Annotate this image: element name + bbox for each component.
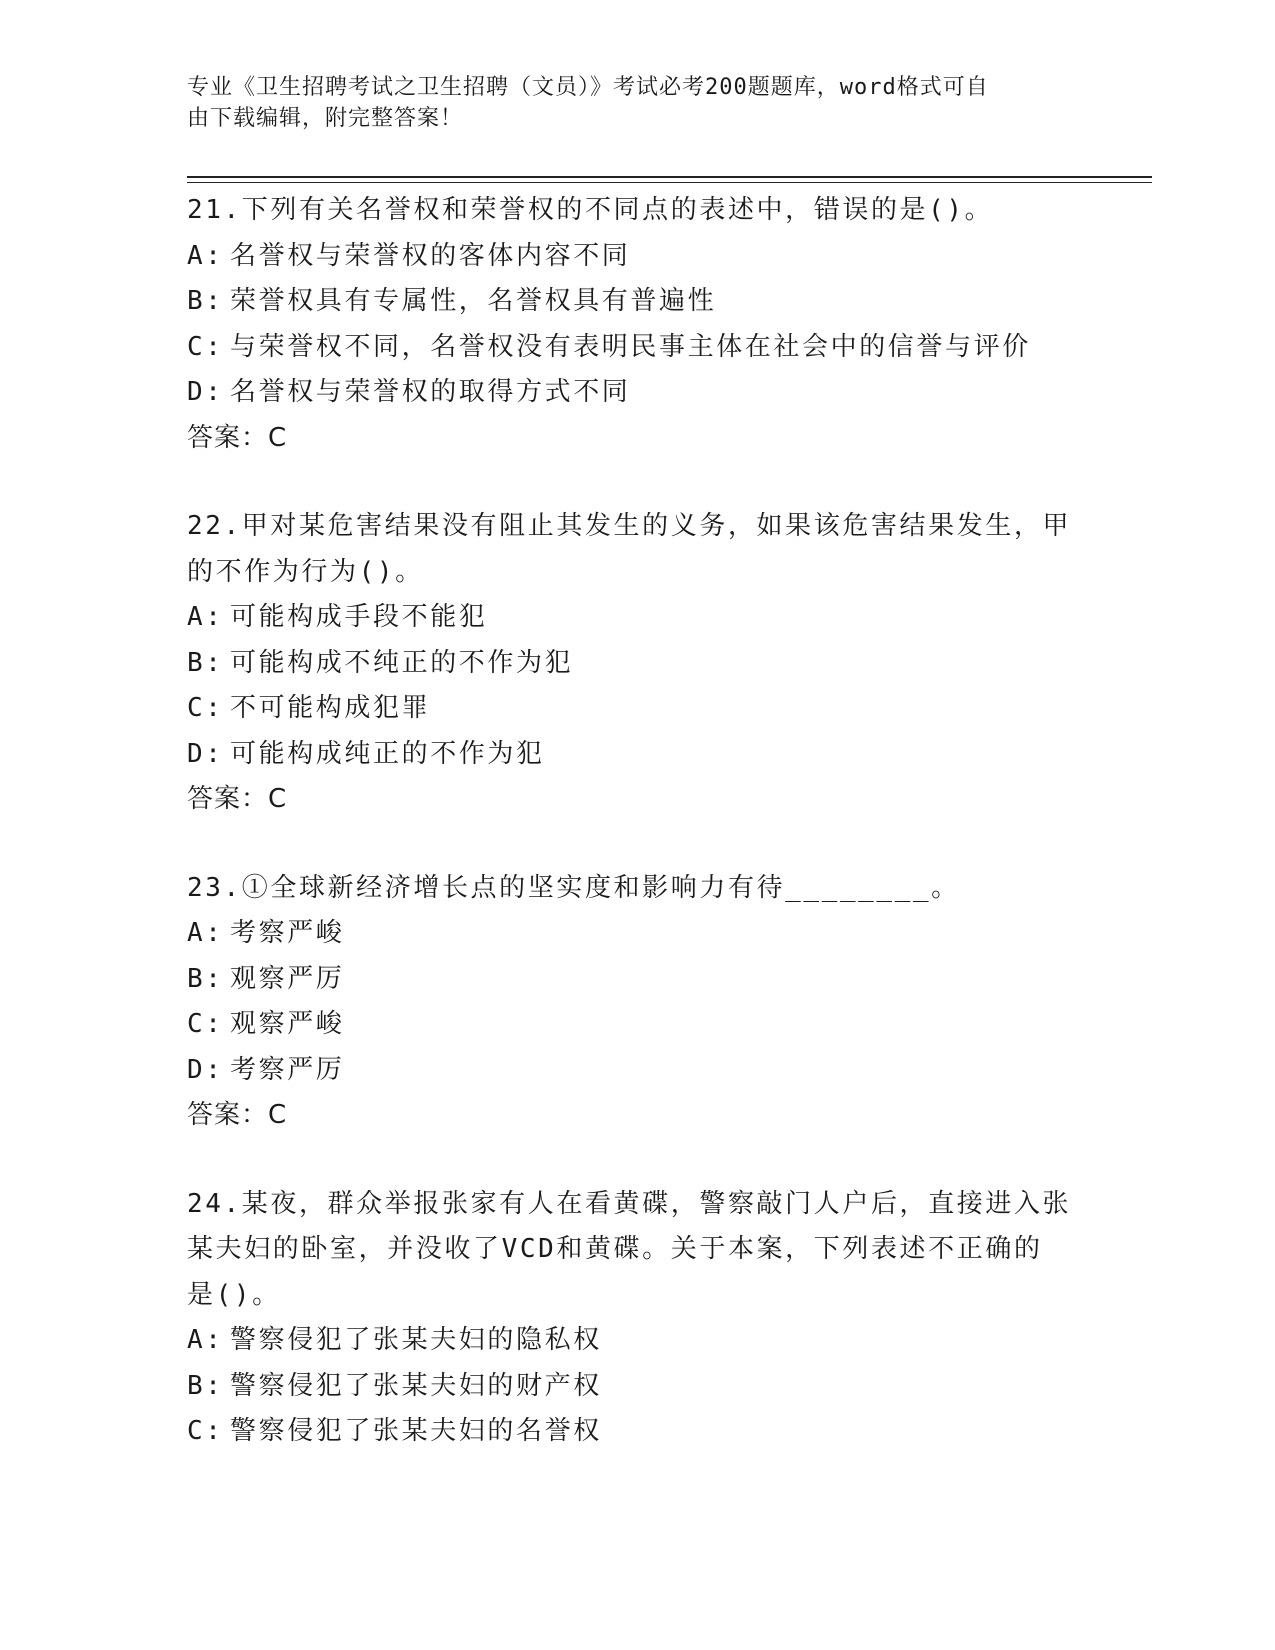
option-text: 不可能构成犯罪 — [230, 693, 431, 723]
answer-line: 答案：C — [187, 422, 288, 453]
question-24 — [187, 1182, 1087, 1455]
question-23 — [187, 866, 1087, 1139]
option-text: 名誉权与荣誉权的取得方式不同 — [230, 377, 631, 407]
option-letter: C: — [187, 693, 224, 723]
option-b — [187, 1364, 1087, 1410]
option-b — [187, 641, 1087, 687]
header-divider-thin — [187, 182, 1152, 183]
header-divider-thick — [187, 176, 1152, 178]
option-c — [187, 325, 1087, 371]
option-a — [187, 911, 1087, 957]
question-list — [187, 188, 1087, 1498]
document-header — [187, 72, 1067, 134]
option-text: 可能构成不纯正的不作为犯 — [230, 647, 574, 678]
question-stem-line-2: 某夫妇的卧室，并没收了VCD和黄碟。关于本案，下列表述不正确的 — [187, 1234, 1043, 1264]
option-text: 荣誉权具有专属性，名誉权具有普遍性 — [230, 286, 717, 316]
option-letter: C: — [187, 331, 224, 362]
option-text: 警察侵犯了张某夫妇的隐私权 — [230, 1325, 602, 1355]
question-21 — [187, 188, 1087, 461]
option-b — [187, 279, 1087, 325]
option-letter: A: — [187, 240, 224, 271]
question-stem: 21.下列有关名誉权和荣誉权的不同点的表述中，错误的是()。 — [187, 195, 994, 225]
question-stem-line-3: 是()。 — [187, 1279, 281, 1310]
option-text: 可能构成手段不能犯 — [230, 602, 488, 632]
question-stem: 23.①全球新经济增长点的坚实度和影响力有待________。 — [187, 872, 960, 903]
option-letter: A: — [187, 1325, 224, 1355]
question-stem-line-2: 的不作为行为()。 — [187, 556, 424, 587]
option-text: 观察严厉 — [230, 963, 345, 994]
option-letter: C: — [187, 1416, 224, 1446]
question-stem-line-1: 22.甲对某危害结果没有阻止其发生的义务，如果该危害结果发生，甲 — [187, 511, 1072, 541]
option-c — [187, 686, 1087, 732]
option-letter: C: — [187, 1009, 224, 1039]
option-text: 警察侵犯了张某夫妇的名誉权 — [230, 1416, 602, 1446]
option-letter: B: — [187, 1370, 224, 1401]
option-d — [187, 732, 1087, 778]
answer-line: 答案：C — [187, 1100, 288, 1130]
option-letter: B: — [187, 286, 224, 316]
option-text: 可能构成纯正的不作为犯 — [230, 738, 545, 769]
option-letter: A: — [187, 918, 224, 948]
question-22 — [187, 504, 1087, 823]
option-text: 名誉权与荣誉权的客体内容不同 — [230, 240, 631, 271]
option-text: 与荣誉权不同，名誉权没有表明民事主体在社会中的信誉与评价 — [230, 331, 1031, 362]
option-text: 考察严厉 — [230, 1054, 345, 1085]
option-a — [187, 1318, 1087, 1364]
option-letter: B: — [187, 647, 224, 678]
option-c — [187, 1002, 1087, 1048]
answer-line: 答案：C — [187, 784, 288, 814]
option-d — [187, 1048, 1087, 1094]
option-text: 考察严峻 — [230, 918, 345, 948]
option-d — [187, 370, 1087, 416]
header-line-2: 由下载编辑，附完整答案！ — [187, 106, 464, 131]
option-letter: B: — [187, 963, 224, 994]
option-text: 警察侵犯了张某夫妇的财产权 — [230, 1370, 602, 1401]
option-b — [187, 957, 1087, 1003]
header-line-1: 专业《卫生招聘考试之卫生招聘（文员）》考试必考200题题库，word格式可自 — [187, 75, 989, 100]
option-letter: A: — [187, 602, 224, 632]
option-a — [187, 595, 1087, 641]
option-letter: D: — [187, 377, 224, 407]
option-letter: D: — [187, 1054, 224, 1085]
question-stem-line-1: 24.某夜，群众举报张家有人在看黄碟，警察敲门人户后，直接进入张 — [187, 1188, 1072, 1219]
option-letter: D: — [187, 738, 224, 769]
option-c — [187, 1409, 1087, 1455]
option-text: 观察严峻 — [230, 1009, 345, 1039]
option-a — [187, 234, 1087, 280]
